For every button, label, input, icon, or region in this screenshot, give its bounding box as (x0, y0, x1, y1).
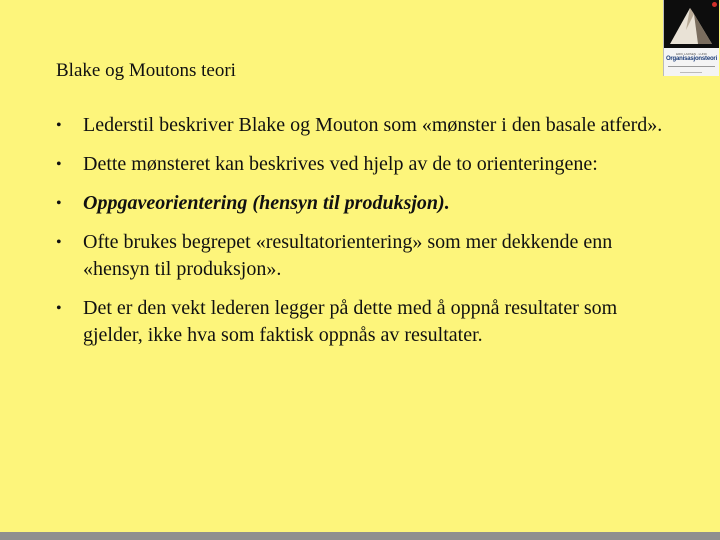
bullet-text: Lederstil beskriver Blake og Mouton som «mønster i den basale atferd». (83, 114, 663, 136)
slide-title: Blake og Moutons teori (56, 60, 236, 81)
bullet-icon: • (56, 300, 62, 317)
bullet-item (56, 190, 666, 217)
cover-artwork (664, 0, 719, 48)
bullet-text-emphasized: Oppgaveorientering (hensyn til produksjon). (83, 192, 450, 214)
book-cover-icon (663, 0, 719, 76)
mountain-icon (664, 0, 719, 48)
bullet-icon: • (56, 234, 62, 251)
bullet-text: Ofte brukes begrepet «resultatorientering» som mer dekkende enn «hensyn til produksjon». (83, 231, 613, 280)
bullet-item (56, 112, 666, 139)
cover-divider (680, 72, 702, 73)
bullet-icon: • (56, 117, 62, 134)
red-dot-icon (712, 2, 717, 7)
bullet-text: Dette mønsteret kan beskrives ved hjelp av de to orienteringene: (83, 153, 598, 175)
cover-author: ERIK LARSEN · LUND (676, 52, 707, 56)
bullet-list (56, 112, 666, 361)
bullet-text: Det er den vekt lederen legger på dette med å oppnå resultater som gjelder, ikke hva som faktisk oppnås av resultater. (83, 297, 618, 346)
bullet-item (56, 295, 666, 349)
bullet-item (56, 151, 666, 178)
cover-title: Organisasjonsteori (665, 56, 718, 62)
bottom-bar (0, 532, 720, 540)
cover-divider (668, 66, 715, 67)
bullet-item (56, 229, 666, 283)
bullet-icon: • (56, 156, 62, 173)
bullet-icon: • (56, 195, 62, 212)
